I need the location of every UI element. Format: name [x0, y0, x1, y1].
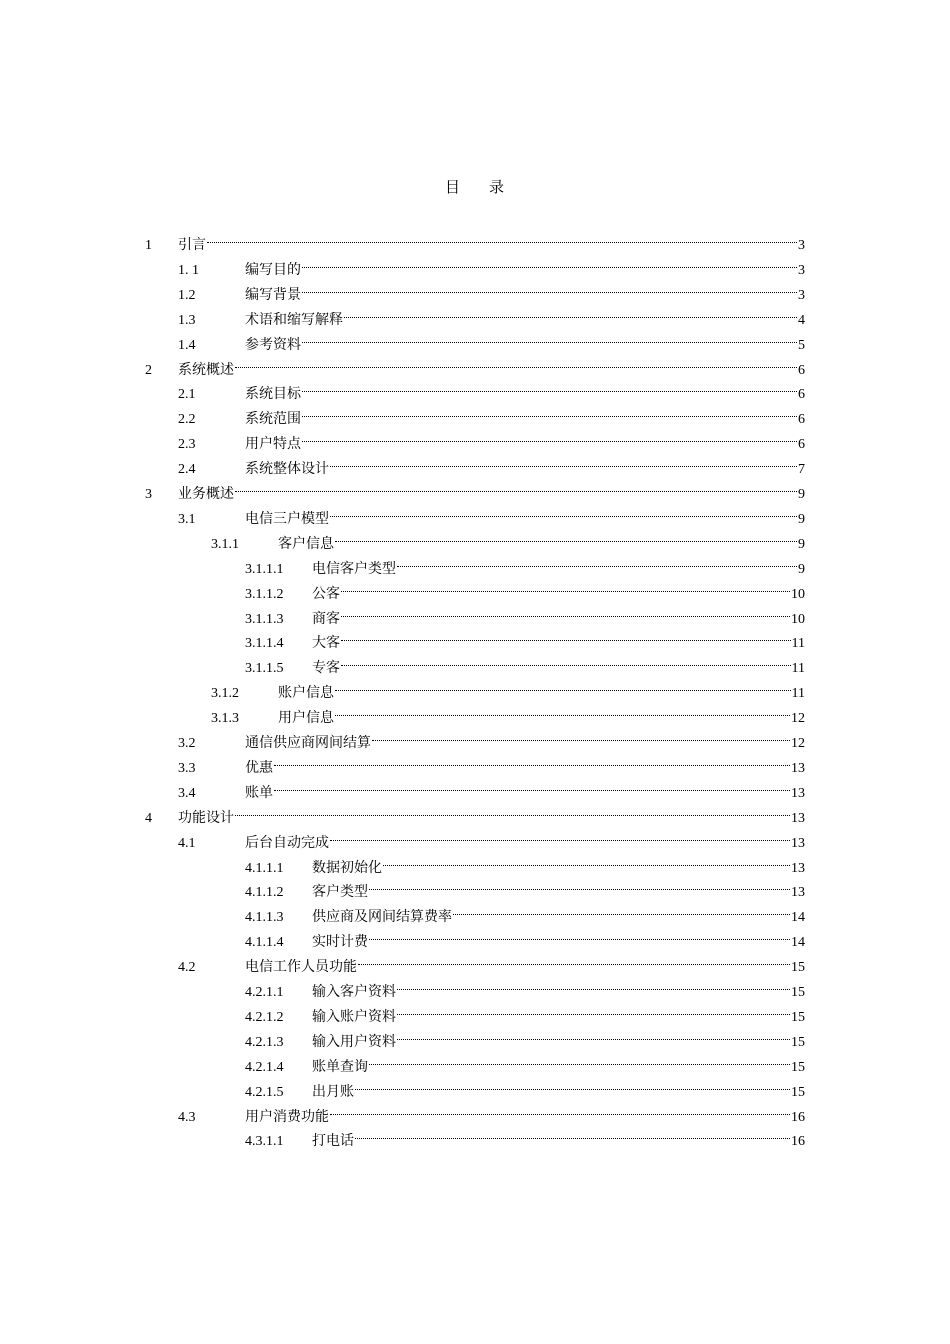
toc-dot-leader: [302, 424, 797, 448]
toc-entry-page-number: 12: [791, 736, 805, 751]
toc-entry-page-number: 6: [798, 437, 805, 453]
toc-entry-page-number: 16: [791, 1134, 805, 1150]
toc-entry[interactable]: [145, 798, 805, 826]
toc-entry-number: 2.1: [178, 387, 196, 403]
toc-entry[interactable]: [211, 673, 805, 702]
toc-entry-page-number: 15: [791, 960, 805, 976]
toc-entry[interactable]: [245, 549, 805, 577]
toc-entry[interactable]: [178, 748, 805, 776]
toc-entry[interactable]: [245, 997, 805, 1025]
toc-entry-title: 电信工作人员功能: [245, 959, 357, 976]
toc-dot-leader: [330, 1097, 790, 1121]
toc-dot-leader: [358, 947, 790, 971]
toc-entry-number: 4.2.1.2: [245, 1009, 284, 1025]
toc-entry-number: 1: [145, 238, 152, 253]
toc-entry[interactable]: [178, 823, 805, 851]
toc-entry-title: 账单: [245, 784, 273, 801]
toc-entry[interactable]: [178, 1097, 805, 1125]
toc-dot-leader: [397, 549, 797, 573]
toc-entry-title: 客户类型: [312, 884, 368, 901]
toc-entry[interactable]: [211, 698, 805, 727]
toc-dot-leader: [344, 300, 797, 324]
toc-entry-page-number: 4: [798, 312, 805, 328]
toc-heading-left: 目: [444, 178, 461, 196]
toc-dot-leader: [302, 275, 797, 299]
toc-entry-title: 输入用户资料: [312, 1033, 396, 1050]
toc-dot-leader: [207, 225, 797, 249]
toc-entry-page-number: 11: [791, 661, 805, 677]
toc-dot-leader: [302, 374, 797, 398]
toc-entry[interactable]: [245, 648, 805, 677]
toc-entry-number: 4: [145, 810, 152, 826]
toc-entry[interactable]: [178, 449, 805, 478]
toc-entry-number: 4.2.1.3: [245, 1034, 284, 1050]
toc-dot-leader: [397, 1022, 790, 1046]
toc-entry-number: 3.1.1.5: [245, 661, 284, 677]
toc-entry-page-number: 9: [798, 487, 805, 502]
toc-entry-number: 3.1.1: [211, 536, 239, 552]
toc-dot-leader: [341, 623, 791, 647]
toc-dot-leader: [274, 773, 790, 797]
toc-dot-leader: [330, 499, 797, 523]
toc-entry[interactable]: [145, 225, 805, 253]
toc-entry-number: 3.1.1.4: [245, 636, 284, 652]
toc-entry-page-number: 13: [791, 810, 805, 826]
toc-entry-title: 电信三户模型: [245, 510, 329, 527]
toc-entry[interactable]: [245, 922, 805, 951]
toc-entry-page-number: 11: [791, 636, 805, 652]
toc-dot-leader: [330, 449, 797, 473]
toc-entry-number: 2: [145, 362, 152, 378]
toc-entry[interactable]: [245, 574, 805, 602]
toc-entry[interactable]: [178, 374, 805, 403]
toc-entry-title: 系统整体设计: [245, 461, 329, 478]
toc-entry-number: 1.2: [178, 287, 196, 303]
toc-entry-title: 编写目的: [245, 261, 301, 278]
toc-dot-leader: [302, 399, 797, 423]
toc-dot-leader: [397, 997, 790, 1021]
toc-entry[interactable]: [245, 623, 805, 652]
toc-entry-number: 2.4: [178, 462, 196, 478]
toc-entry-title: 客户信息: [278, 535, 334, 552]
toc-dot-leader: [235, 798, 790, 822]
toc-entry[interactable]: [145, 350, 805, 378]
toc-entry-page-number: 15: [791, 985, 805, 1000]
toc-entry-page-number: 12: [791, 711, 805, 727]
toc-entry-number: 3.1.1.1: [245, 561, 284, 577]
toc-entry-page-number: 16: [791, 1109, 805, 1125]
toc-entry-title: 大客: [312, 635, 340, 652]
toc-entry-number: 3.1: [178, 511, 196, 527]
toc-entry-page-number: 10: [791, 611, 805, 627]
toc-entry-title: 系统概述: [178, 361, 234, 378]
toc-entry-title: 输入客户资料: [312, 984, 396, 1000]
toc-entry-title: 业务概述: [178, 486, 234, 502]
toc-entry[interactable]: [178, 325, 805, 353]
toc-dot-leader: [330, 823, 790, 847]
toc-dot-leader: [369, 872, 790, 896]
toc-entry-number: 4.2: [178, 960, 196, 976]
toc-entry-number: 3.1.3: [211, 711, 239, 727]
toc-entry-title: 用户信息: [278, 710, 334, 727]
toc-entry-page-number: 6: [798, 362, 805, 378]
toc-entry[interactable]: [245, 872, 805, 901]
toc-entry-number: 4.1.1.1: [245, 860, 284, 876]
toc-entry-title: 后台自动完成: [245, 834, 329, 851]
toc-entry-number: 3.1.1.2: [245, 586, 284, 602]
toc-entry-number: 2.2: [178, 412, 196, 428]
toc-entry-title: 编写背景: [245, 286, 301, 303]
toc-entry-number: 2.3: [178, 437, 196, 453]
toc-entry-number: 1.4: [178, 337, 196, 353]
toc-dot-leader: [235, 474, 797, 498]
toc-entry-page-number: 9: [798, 511, 805, 527]
toc-entry-title: 用户消费功能: [245, 1108, 329, 1125]
toc-entry-title: 通信供应商网间结算: [245, 735, 371, 751]
toc-entry-number: 3.1.2: [211, 686, 239, 702]
toc-entry-page-number: 3: [798, 238, 805, 253]
toc-entry-page-number: 6: [798, 387, 805, 403]
toc-entry-page-number: 15: [791, 1009, 805, 1025]
toc-entry[interactable]: [245, 848, 805, 876]
toc-entry-page-number: 13: [791, 835, 805, 851]
toc-entry-title: 账户信息: [278, 685, 334, 702]
toc-dot-leader: [274, 748, 790, 772]
toc-entry-page-number: 5: [798, 337, 805, 353]
toc-entry-page-number: 15: [791, 1034, 805, 1050]
toc-entry-number: 4.2.1.1: [245, 985, 284, 1000]
toc-entry-page-number: 15: [791, 1059, 805, 1075]
toc-entry-title: 商客: [312, 610, 340, 627]
toc-entry[interactable]: [178, 499, 805, 527]
toc-dot-leader: [341, 574, 790, 598]
toc-entry-number: 4.2.1.5: [245, 1084, 284, 1100]
toc-entry-number: 4.1.1.3: [245, 910, 284, 926]
toc-entry[interactable]: [178, 424, 805, 453]
toc-entry-title: 系统范围: [245, 411, 301, 428]
toc-entry[interactable]: [245, 599, 805, 627]
toc-heading-right: 录: [489, 178, 506, 196]
toc-entry-page-number: 15: [791, 1084, 805, 1100]
toc-entry-number: 1.3: [178, 312, 196, 328]
toc-entry-page-number: 14: [791, 910, 805, 926]
toc-entry-page-number: 13: [791, 760, 805, 776]
toc-entry-number: 4.3: [178, 1109, 196, 1125]
toc-entry-title: 优惠: [245, 759, 273, 776]
toc-entry[interactable]: [178, 947, 805, 976]
toc-entry-number: 3.4: [178, 785, 196, 801]
toc-entry-number: 3.2: [178, 736, 196, 751]
toc-dot-leader: [302, 325, 797, 349]
toc-entry-page-number: 9: [798, 561, 805, 577]
toc-entry-page-number: 11: [791, 686, 805, 702]
toc-heading: [0, 176, 950, 197]
toc-entry-title: 供应商及网间结算费率: [312, 909, 452, 926]
toc-entry[interactable]: [245, 1072, 805, 1100]
toc-entry-number: 4.1.1.2: [245, 885, 284, 901]
toc-dot-leader: [397, 972, 790, 996]
toc-dot-leader: [383, 848, 790, 872]
toc-dot-leader: [335, 673, 791, 697]
toc-entry-title: 系统目标: [245, 386, 301, 403]
toc-entry[interactable]: [178, 399, 805, 428]
toc-entry-page-number: 6: [798, 412, 805, 428]
toc-entry[interactable]: [245, 1047, 805, 1075]
toc-entry-page-number: 13: [791, 885, 805, 901]
toc-dot-leader: [341, 599, 790, 623]
toc-dot-leader: [453, 897, 790, 921]
toc-entry-title: 出月账: [312, 1083, 354, 1100]
toc-entry-number: 4.3.1.1: [245, 1134, 284, 1150]
toc-entry-page-number: 7: [798, 462, 805, 478]
toc-entry[interactable]: [178, 773, 805, 801]
toc-dot-leader: [335, 698, 790, 722]
toc-entry-title: 术语和缩写解释: [245, 311, 343, 328]
toc-entry[interactable]: [145, 474, 805, 502]
toc-dot-leader: [369, 922, 790, 946]
toc-entry-title: 实时计费: [312, 934, 368, 951]
toc-entry-title: 参考资料: [245, 336, 301, 353]
toc-entry[interactable]: [178, 275, 805, 303]
toc-entry-page-number: 3: [798, 262, 805, 278]
toc-entry-page-number: 10: [791, 586, 805, 602]
toc-entry-number: 1. 1: [178, 262, 199, 278]
toc-entry-title: 账单查询: [312, 1058, 368, 1075]
toc-dot-leader: [355, 1121, 790, 1145]
toc-entry-number: 4.2.1.4: [245, 1059, 284, 1075]
toc-entry[interactable]: [178, 250, 805, 278]
toc-entry[interactable]: [245, 1121, 805, 1150]
toc-entry-title: 功能设计: [178, 809, 234, 826]
toc-entry-page-number: 13: [791, 860, 805, 876]
toc-dot-leader: [355, 1072, 790, 1096]
toc-entry-page-number: 9: [798, 536, 805, 552]
toc-entry-title: 输入账户资料: [312, 1008, 396, 1025]
toc-entry[interactable]: [245, 972, 805, 1000]
toc-dot-leader: [235, 350, 797, 374]
toc-entry-title: 专客: [312, 660, 340, 677]
toc-entry-page-number: 13: [791, 785, 805, 801]
toc-entry-number: 4.1.1.4: [245, 935, 284, 951]
toc-entry-title: 公客: [312, 585, 340, 602]
toc-entry[interactable]: [178, 723, 805, 751]
toc-entry[interactable]: [245, 897, 805, 926]
toc-entry-number: 4.1: [178, 835, 196, 851]
toc-entry-number: 3.1.1.3: [245, 611, 284, 627]
toc-entry[interactable]: [178, 300, 805, 328]
toc-entry[interactable]: [245, 1022, 805, 1050]
toc-entry-title: 打电话: [312, 1133, 354, 1150]
toc-entry-page-number: 3: [798, 287, 805, 303]
toc-dot-leader: [341, 648, 791, 672]
toc-entry-title: 引言: [178, 237, 206, 253]
toc-dot-leader: [335, 524, 797, 548]
toc-entry-number: 3: [145, 487, 152, 502]
toc-entry-title: 用户特点: [245, 436, 301, 453]
toc-entry-title: 电信客户类型: [312, 560, 396, 577]
toc-entry[interactable]: [211, 524, 805, 552]
toc-dot-leader: [302, 250, 797, 274]
toc-entry-number: 3.3: [178, 760, 196, 776]
toc-dot-leader: [369, 1047, 790, 1071]
toc-entry-title: 数据初始化: [312, 859, 382, 876]
toc-dot-leader: [372, 723, 790, 747]
toc-entry-page-number: 14: [791, 935, 805, 951]
